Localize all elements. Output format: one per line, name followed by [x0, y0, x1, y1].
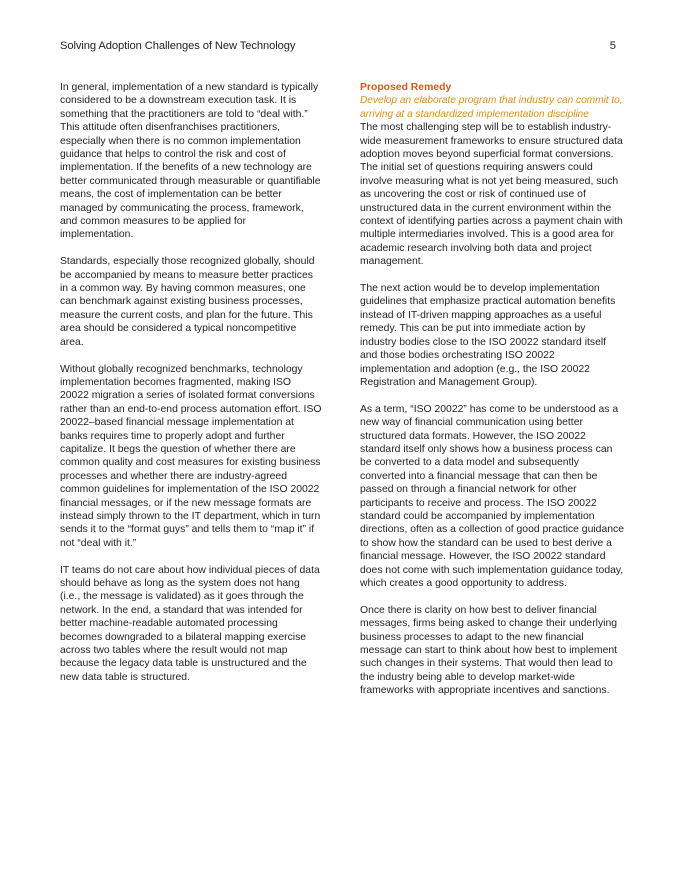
body-paragraph: The most challenging step will be to establish industry-wide measurement frameworks to ensure structured data adoption moves beyond superficial format conversions. The initial set of questions requiring answers could involve measuring what is not yet being measured, such as uncovering the cost or risk of continued use of unstructured data in the current environment within the context of identifying parties across a payment chain with multiple intermediaries involved. This is a good area for academic research involving both data and project management. [360, 122, 623, 268]
body-paragraph: As a term, “ISO 20022” has come to be understood as a new way of financial communication using better structured data formats. However, the ISO 20022 standard itself only shows how a business process can be converted to a data model and subsequently converted into a financial message that can then be passed on through a financial network for other participants to receive and process. The ISO 20022 standard could be accompanied by implementation directions, often as a collection of good practice guidance to show how the standard can be used to best derive a financial message. However, the ISO 20022 standard does not come with such implementation guidance today, which creates a good opportunity to address. [360, 403, 624, 589]
page-number: 5 [609, 40, 616, 52]
body-paragraph: Without globally recognized benchmarks, technology implementation becomes fragmented, making ISO 20022 migration a series of isolated format conversions rather than an end-to-end process automation effort. ISO 20022–based financial message implementation at banks requires time to properly adopt and further capitalize. It begs the question of whether there are common quality and cost measures for existing business processes and whether there are industry-agreed common guidelines for implementation of the ISO 20022 financial messages, or if the new message formats are instead simply thrown to the IT department, which in turn sends it to the “format guys” and tells them to “map it” if not “deal with it.” [60, 363, 322, 549]
running-header-title: Solving Adoption Challenges of New Technology [60, 40, 296, 52]
body-paragraph: IT teams do not care about how individual pieces of data should behave as long as the system does not hang (i.e., the message is validated) as it goes through the network. In the end, a standard that was intended for better machine-readable automated processing becomes downgraded to a bilateral mapping exercise across two tables where the result would not map because the legacy data table is unstructured and the new data table is structured. [60, 564, 320, 683]
section-subheading: Develop an elaborate program that industry can commit to, arriving at a standardized implementation discipline [360, 95, 623, 120]
body-paragraph: Standards, especially those recognized globally, should be accompanied by means to measure better practices in a common way. By having common measures, one can benchmark against existing business processes, measure the current costs, and plan for the future. This area should be considered a typical noncompetitive area. [60, 256, 315, 348]
body-paragraph: Once there is clarity on how best to deliver financial messages, firms being asked to change their underlying business processes to adapt to the new financial message can start to think about how best to implement such changes in their systems. That would then lead to the industry being able to develop market-wide frameworks with appropriate incentives and sanctions. [360, 604, 618, 697]
body-paragraph: In general, implementation of a new standard is typically considered to be a downstream execution task. It is something that the practitioners are told to “deal with.” This attitude often disenfranchises practitioners, especially when there is no common implementation guidance that helps to control the risk and cost of implementation. If the benefits of a new technology are better communicated through measurable or quantifiable means, the cost of implementation can be better managed by communicating the process, framework, and common measures to be applied for implementation. [60, 82, 321, 241]
section-heading: Proposed Remedy [360, 82, 452, 93]
left-column [60, 81, 322, 698]
right-column [360, 81, 624, 711]
body-paragraph: The next action would be to develop implementation guidelines that emphasize practical automation benefits instead of IT-driven mapping approaches as a useful remedy. This can be put into immediate action by industry bodies close to the ISO 20022 standard itself and those bodies orchestrating ISO 20022 implementation and adoption (e.g., the ISO 20022 Registration and Management Group). [360, 283, 616, 388]
